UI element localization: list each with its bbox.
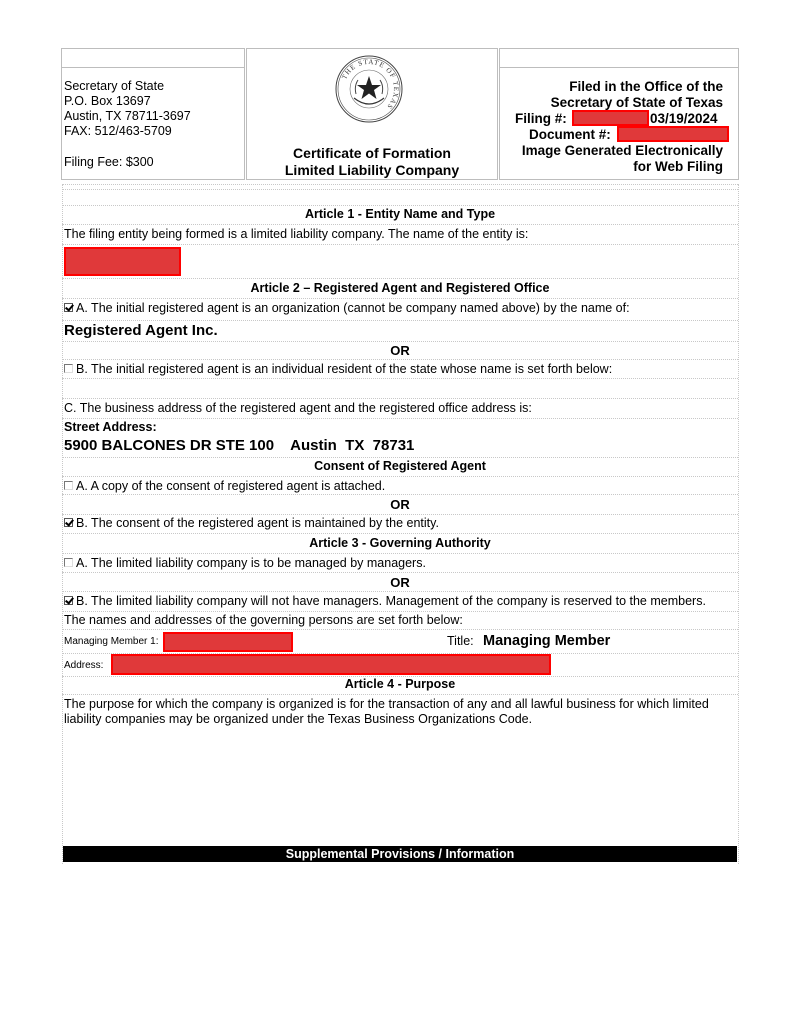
article-3-heading: Article 3 - Governing Authority <box>309 536 491 550</box>
certificate-title <box>246 145 498 179</box>
street-address-value: 5900 BALCONES DR STE 100 Austin TX 78731 <box>64 437 415 454</box>
address-label: Address: <box>64 660 104 671</box>
image-line: for Web Filing <box>633 159 723 174</box>
article-4-heading: Article 4 - Purpose <box>344 677 456 691</box>
filing-number-redaction <box>572 110 649 126</box>
filed-line: Filed in the Office of the <box>569 79 723 94</box>
certificate-title-line: Certificate of Formation <box>293 145 451 161</box>
row-divider <box>62 224 738 225</box>
form-right-edge <box>738 184 739 864</box>
consent-or: OR <box>390 497 410 512</box>
filed-line: Secretary of State of Texas <box>550 95 723 110</box>
row-divider <box>62 591 738 592</box>
document-number-label: Document #: <box>529 127 611 142</box>
agent-option-b-checkbox[interactable] <box>64 364 73 373</box>
row-divider <box>62 533 738 534</box>
governance-option-a-label: A. The limited liability company is to be managed by managers. <box>76 556 426 570</box>
consent-heading: Consent of Registered Agent <box>314 459 486 473</box>
row-divider <box>62 244 738 245</box>
header-right-topstrip <box>499 48 739 68</box>
supplemental-heading: Supplemental Provisions / Information <box>285 847 515 861</box>
supplemental-bar <box>63 846 737 862</box>
filing-number-label: Filing #: <box>515 111 567 126</box>
sos-line: Secretary of State <box>64 79 165 93</box>
article-1-text: The filing entity being formed is a limited liability company. The name of the entity is: <box>64 227 529 241</box>
image-line: Image Generated Electronically <box>521 143 723 158</box>
governing-persons-line: The names and addresses of the governing persons are set forth below: <box>64 613 463 627</box>
row-divider <box>62 494 738 495</box>
governance-option-b-label: B. The limited liability company will not have managers. Management of the company is reserved to the members. <box>76 594 706 608</box>
title-value: Managing Member <box>483 633 611 649</box>
filing-date: 03/19/2024 <box>650 111 718 126</box>
row-divider <box>62 189 738 190</box>
article-2-heading: Article 2 – Registered Agent and Registered Office <box>250 281 550 295</box>
sos-line: P.O. Box 13697 <box>64 94 151 108</box>
consent-option-a-label: A. A copy of the consent of registered agent is attached. <box>76 479 386 493</box>
row-divider <box>62 457 738 458</box>
row-divider <box>62 378 738 379</box>
consent-option-b-checkbox[interactable] <box>64 518 73 527</box>
managing-member-redaction <box>163 632 293 652</box>
row-divider <box>62 629 738 630</box>
seal-text: THE STATE OF TEXAS <box>340 57 401 112</box>
agent-option-b <box>64 362 612 377</box>
sos-address-block <box>64 79 191 139</box>
row-divider <box>62 611 738 612</box>
governance-option-a <box>64 556 426 571</box>
certificate-title-line: Limited Liability Company <box>284 162 460 178</box>
row-divider <box>62 514 738 515</box>
header-left-topstrip <box>61 48 245 68</box>
governance-option-b-checkbox[interactable] <box>64 596 73 605</box>
title-label: Title: <box>447 634 474 648</box>
governance-option-b <box>64 594 706 609</box>
article-4-text: The purpose for which the company is organized is for the transaction of any and all lawful business for which limited liability companies may be organized under the Texas Business Organizations Code. <box>64 697 709 726</box>
row-divider <box>62 184 738 185</box>
governance-or: OR <box>390 575 410 590</box>
member-address-redaction <box>111 654 551 675</box>
document-number-redaction <box>617 126 729 142</box>
consent-option-a-checkbox[interactable] <box>64 481 73 490</box>
consent-option-b <box>64 516 439 531</box>
street-address-label: Street Address: <box>64 420 157 434</box>
filing-fee: Filing Fee: $300 <box>64 155 154 169</box>
consent-option-a <box>64 479 385 494</box>
row-divider <box>62 553 738 554</box>
agent-option-a-checkbox[interactable] <box>64 303 73 312</box>
agent-option-b-label: B. The initial registered agent is an individual resident of the state whose name is set forth below: <box>76 362 613 376</box>
registered-agent-name: Registered Agent Inc. <box>64 322 218 339</box>
governance-option-a-checkbox[interactable] <box>64 558 73 567</box>
entity-name-redaction <box>64 247 181 276</box>
image-generated-note <box>500 143 723 175</box>
row-divider <box>62 694 738 695</box>
row-divider <box>62 418 738 419</box>
row-divider <box>62 359 738 360</box>
row-divider <box>62 298 738 299</box>
texas-seal-icon <box>334 54 404 124</box>
sos-line: FAX: 512/463-5709 <box>64 124 172 138</box>
consent-option-b-label: B. The consent of the registered agent is maintained by the entity. <box>76 516 439 530</box>
agent-option-c: C. The business address of the registered agent and the registered office address is: <box>64 401 532 415</box>
agent-or: OR <box>390 343 410 358</box>
row-divider <box>62 572 738 573</box>
filed-stamp <box>500 79 723 111</box>
managing-member-label: Managing Member 1: <box>64 636 159 647</box>
article-1-heading: Article 1 - Entity Name and Type <box>304 207 496 221</box>
agent-option-a <box>64 301 630 316</box>
row-divider <box>62 341 738 342</box>
sos-line: Austin, TX 78711-3697 <box>64 109 191 123</box>
row-divider <box>62 205 738 206</box>
row-divider <box>62 278 738 279</box>
row-divider <box>62 398 738 399</box>
agent-option-a-label: A. The initial registered agent is an organization (cannot be company named above) by the name of: <box>76 301 630 315</box>
row-divider <box>62 476 738 477</box>
